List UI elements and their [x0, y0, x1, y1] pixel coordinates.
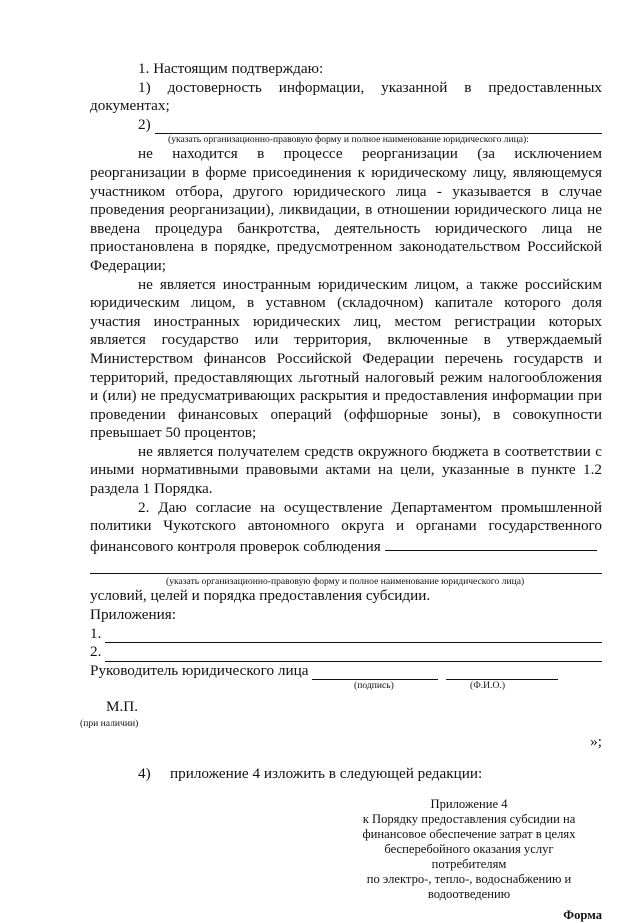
appendix-line-1: к Порядку предоставления субсидии на — [362, 812, 576, 827]
item2-note: (указать организационно-правовую форму и полное наименование юридического лица) — [166, 576, 525, 588]
signature-blank[interactable] — [312, 665, 438, 680]
org-name-blank-2[interactable] — [385, 536, 597, 551]
document-page — [80, 60, 602, 923]
item2-tail: условий, целей и порядка предоставления субсидии. — [90, 587, 431, 605]
appendix-title: Приложение 4 — [430, 797, 508, 812]
signature-label: Руководитель юридического лица — [90, 661, 309, 679]
appendix-line-2: финансовое обеспечение затрат в целях — [362, 827, 576, 842]
item4-text: приложение 4 изложить в следующей редакции: — [170, 764, 483, 782]
attachments-label: Приложения: — [90, 606, 176, 624]
attachment-row-1 — [90, 625, 602, 644]
appendix-header — [348, 797, 590, 902]
appendix-line-4: по электро-, тепло-, водоснабжению и — [366, 872, 572, 887]
signature-row — [90, 662, 602, 681]
appendix-line-5: водоотведению — [427, 887, 511, 902]
attachment-2-blank[interactable] — [105, 647, 602, 662]
item2 — [90, 499, 602, 557]
signature-notes — [90, 680, 602, 692]
para-not-foreign: не является иностранным юридическим лицом, а также российским юридическим лицом, в уставном (складочном) капитале которого доля участия иностранных юридических лиц, местом регистрации которых является государство или территория, включенные в утверждаемый Министерством финансов Российской Федерации перечень государств и территорий, предоставляющих льготный налоговый режим налогообложения и (или) не предусматривающих раскрытия и предоставления информации при проведении финансовых операций (оффшорные зоны), в совокупности превышает 50 процентов; — [90, 275, 602, 442]
item4-number: 4) — [138, 764, 151, 782]
attachment-1-blank[interactable] — [105, 628, 602, 643]
item2-text: 2. Даю согласие на осуществление Департаментом промышленной политики Чукотского автономного округа и органами государственного финансового контроля проверок соблюдения — [90, 498, 602, 555]
item1-2-label: 2) — [138, 115, 151, 133]
stamp: М.П. — [106, 698, 139, 716]
item1-2-note: (указать организационно-правовую форму и полное наименование юридического лица): — [168, 134, 529, 146]
attachment-1-label: 1. — [90, 624, 102, 642]
item1-2-row — [90, 116, 602, 135]
form-label: Форма — [563, 908, 602, 923]
appendix-line-3: бесперебойного оказания услуг потребителям — [384, 842, 554, 872]
para-not-reorg: не находится в процессе реорганизации (за исключением реорганизации в форме присоединения к юридическому лицу, являющемуся участником отбора, другого юридического лица - указывается в случае проведения реорганизации), ликвидации, в отношении юридического лица не введена процедура банкротства, деятельность юридического лица не приостановлена в порядке, предусмотренном законодательством Российской Федерации; — [90, 145, 602, 274]
item1-1: 1) достоверность информации, указанной в предоставленных документах; — [90, 78, 602, 115]
para-not-recipient: не является получателем средств окружного бюджета в соответствии с иными нормативными правовыми актами на цели, указанные в пункте 1.2 раздела 1 Порядка. — [90, 442, 602, 498]
item1-intro: 1. Настоящим подтверждаю: — [138, 60, 324, 77]
org-name-blank-1[interactable] — [155, 119, 602, 134]
org-name-blank-3[interactable] — [90, 573, 602, 574]
name-note: (Ф.И.О.) — [470, 680, 506, 692]
name-blank[interactable] — [446, 665, 558, 680]
sign-note: (подпись) — [354, 680, 394, 692]
closing-quote: »; — [590, 733, 602, 750]
attachment-2-label: 2. — [90, 643, 102, 661]
stamp-note: (при наличии) — [80, 718, 139, 729]
item4-row — [90, 765, 602, 784]
attachment-row-2 — [90, 643, 602, 662]
